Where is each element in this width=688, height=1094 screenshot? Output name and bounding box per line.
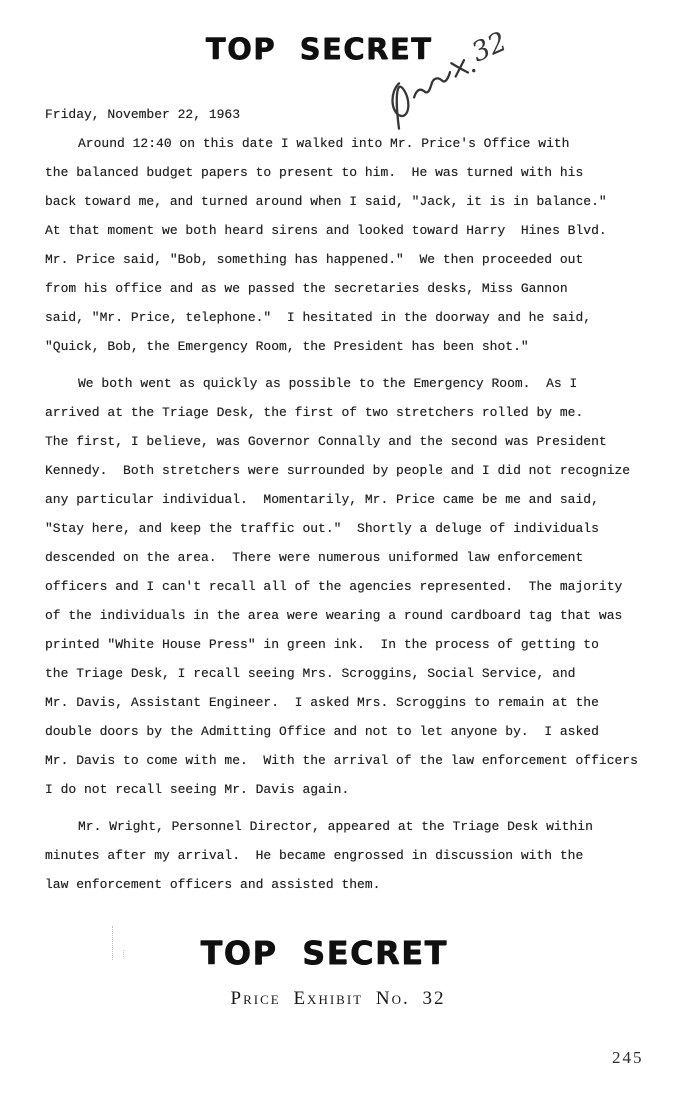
text-line: Mr. Wright, Personnel Director, appeared at the Triage Desk within: [78, 819, 593, 834]
text-line: I do not recall seeing Mr. Davis again.: [45, 782, 350, 797]
text-line: the Triage Desk, I recall seeing Mrs. Scroggins, Social Service, and: [45, 666, 576, 681]
text-line: Around 12:40 on this date I walked into Mr. Price's Office with: [78, 136, 570, 151]
text-line: The first, I believe, was Governor Connally and the second was President: [45, 434, 607, 449]
text-line: of the individuals in the area were wearing a round cardboard tag that was: [45, 608, 623, 623]
text-line: Mr. Price said, "Bob, something has happened." We then proceeded out: [45, 252, 584, 267]
text-line: We both went as quickly as possible to the Emergency Room. As I: [78, 376, 578, 391]
text-line: Mr. Davis to come with me. With the arrival of the law enforcement officers: [45, 753, 638, 768]
text-line: "Stay here, and keep the traffic out." Shortly a deluge of individuals: [45, 521, 599, 536]
text-line: from his office and as we passed the secretaries desks, Miss Gannon: [45, 281, 568, 296]
text-line: At that moment we both heard sirens and looked toward Harry Hines Blvd.: [45, 223, 607, 238]
text-line: law enforcement officers and assisted them.: [45, 877, 381, 892]
text-line: printed "White House Press" in green ink. In the process of getting to: [45, 637, 599, 652]
text-line: "Quick, Bob, the Emergency Room, the President has been shot.": [45, 339, 529, 354]
page-number: 245: [612, 1048, 644, 1067]
text-line: Friday, November 22, 1963: [45, 107, 241, 122]
text-line: back toward me, and turned around when I said, "Jack, it is in balance.": [45, 194, 607, 209]
classification-banner-top: TOP SECRET: [205, 32, 433, 66]
text-line: the balanced budget papers to present to him. He was turned with his: [45, 165, 584, 180]
exhibit-caption: Price Exhibit No. 32: [230, 988, 446, 1009]
text-line: officers and I can't recall all of the agencies represented. The majority: [45, 579, 623, 594]
text-line: Kennedy. Both stretchers were surrounded by people and I did not recognize: [45, 463, 631, 478]
text-line: any particular individual. Momentarily, Mr. Price came be me and said,: [45, 492, 599, 507]
document-body: [45, 100, 654, 899]
text-line: double doors by the Admitting Office and not to let anyone by. I asked: [45, 724, 599, 739]
text-line: arrived at the Triage Desk, the first of two stretchers rolled by me.: [45, 405, 584, 420]
text-line: descended on the area. There were numerous uniformed law enforcement: [45, 550, 584, 565]
handwriting-number: 32: [467, 26, 512, 69]
text-line: said, "Mr. Price, telephone." I hesitated in the doorway and he said,: [45, 310, 592, 325]
classification-banner-bottom: TOP SECRET: [200, 934, 448, 972]
text-line: minutes after my arrival. He became engrossed in discussion with the: [45, 848, 584, 863]
text-line: Mr. Davis, Assistant Engineer. I asked Mrs. Scroggins to remain at the: [45, 695, 599, 710]
